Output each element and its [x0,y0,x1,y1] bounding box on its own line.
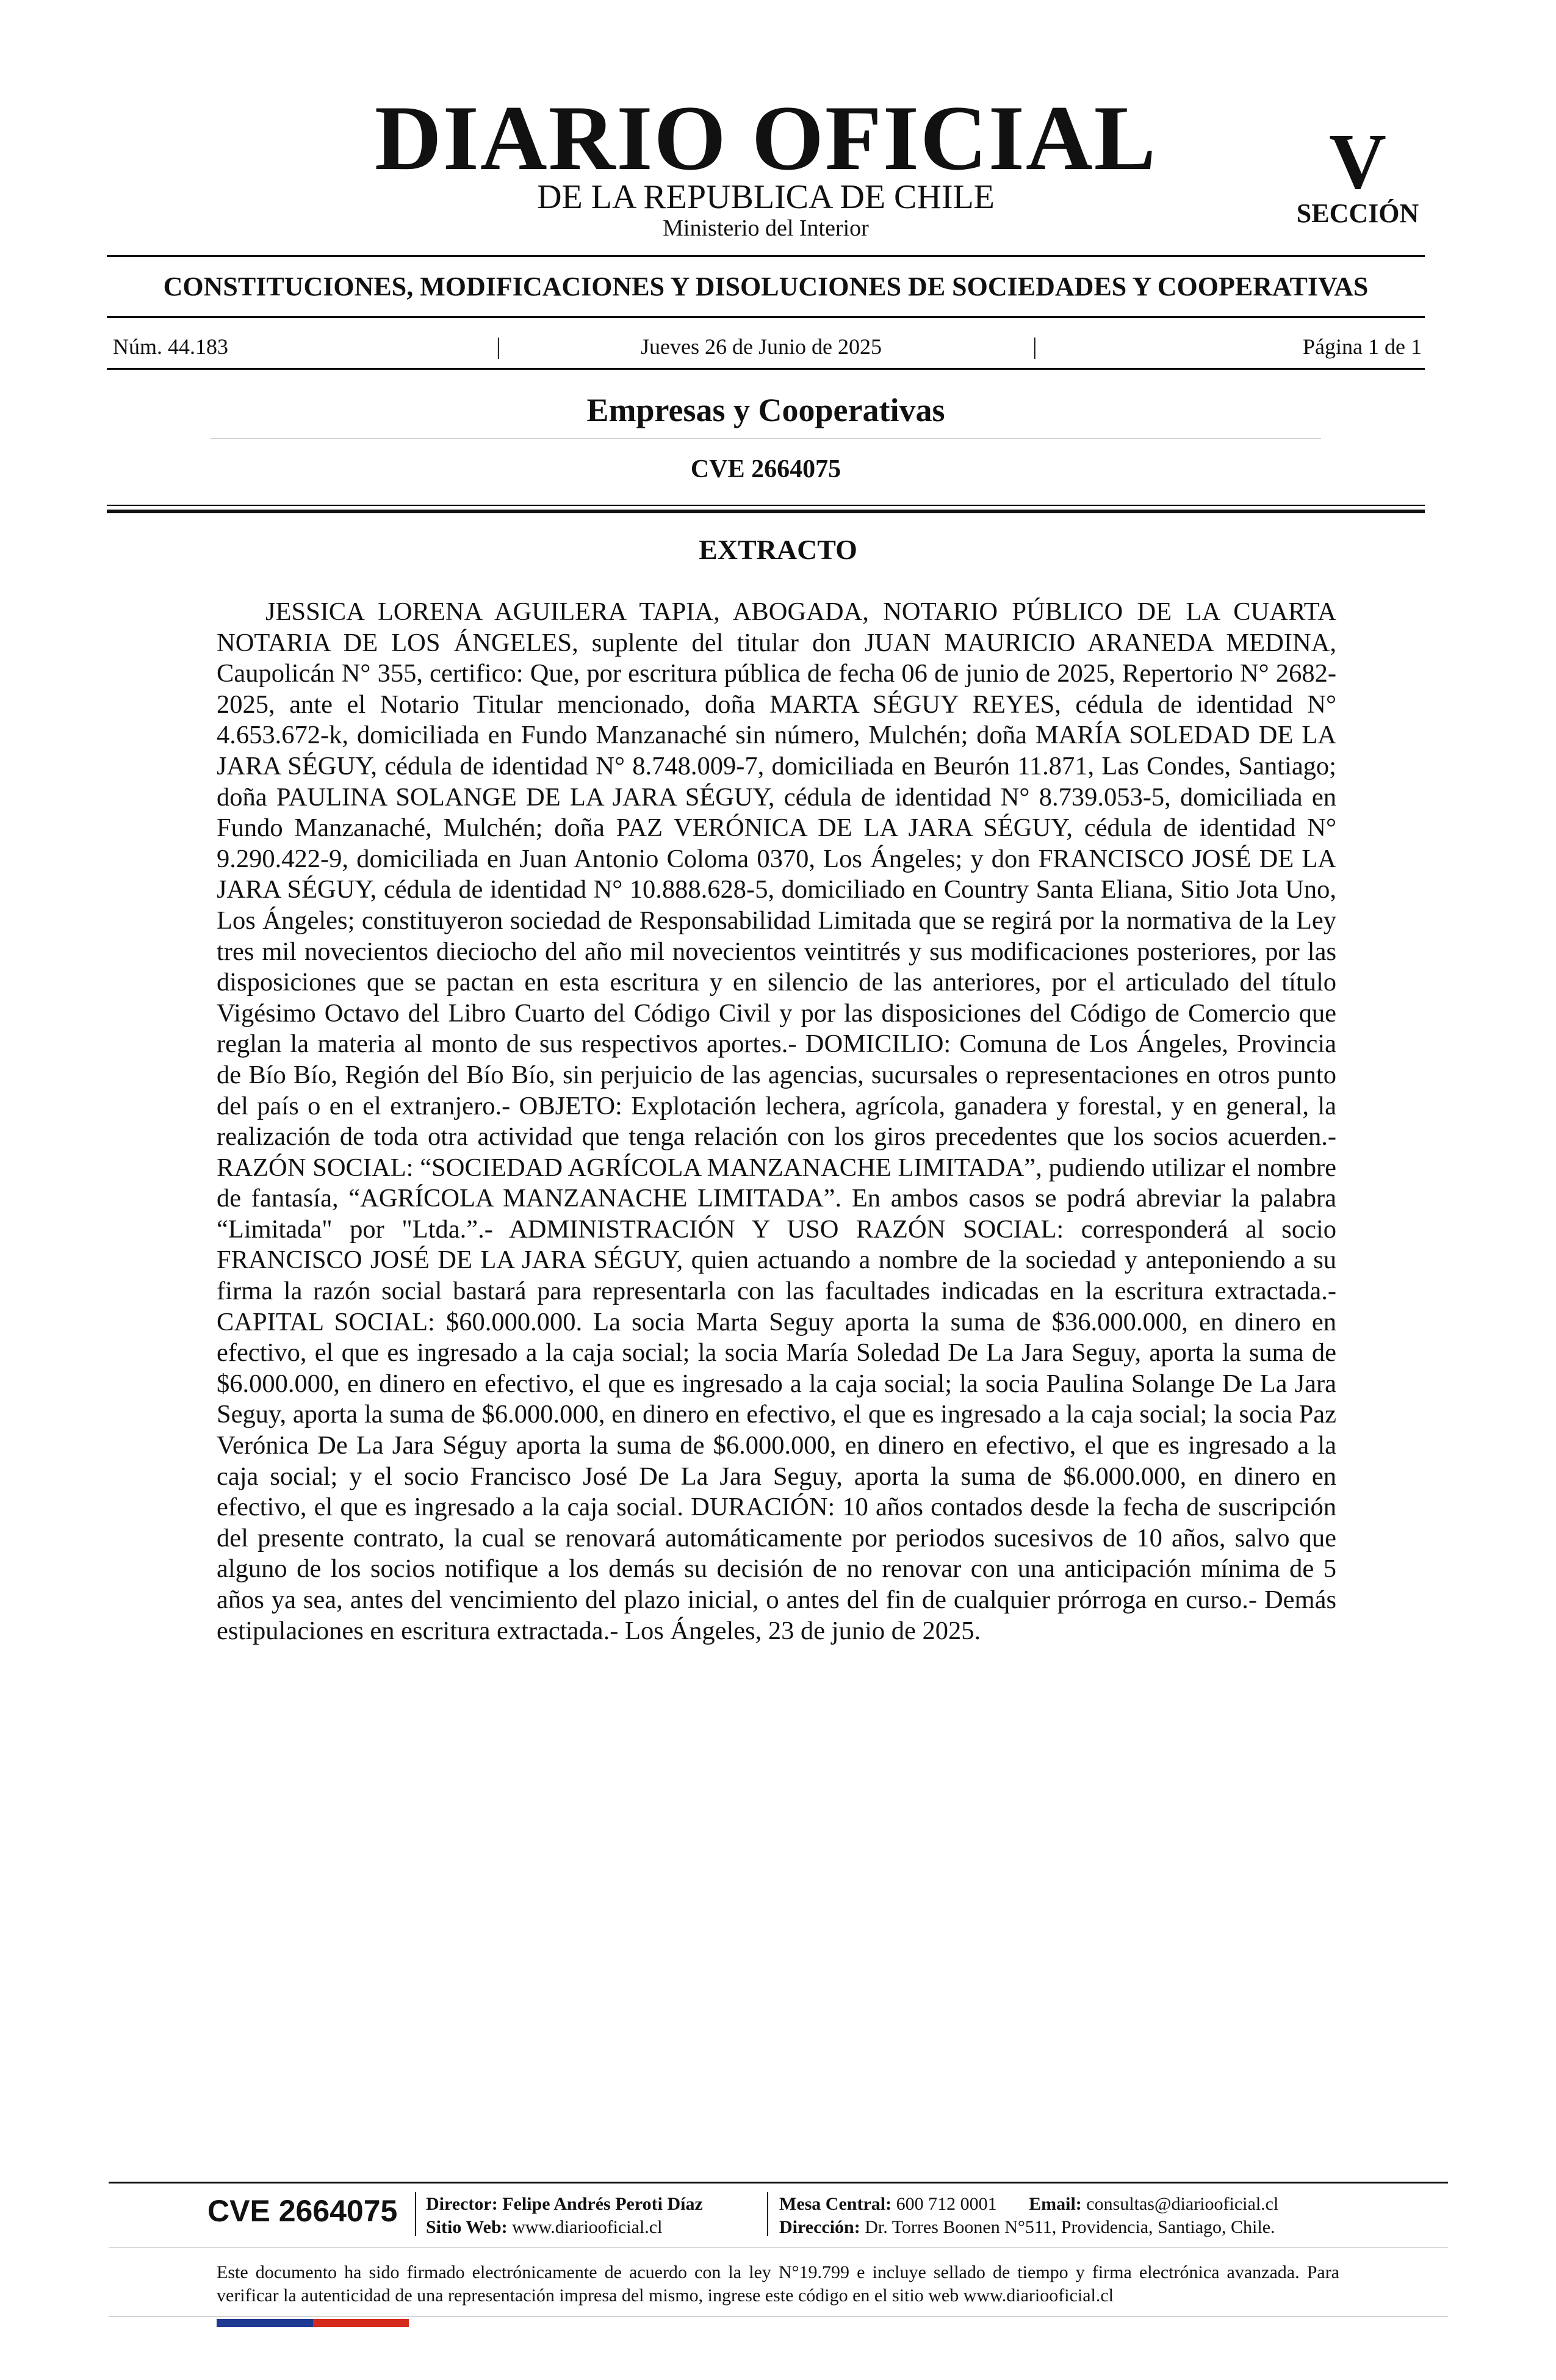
footer-cve-code: CVE 2664075 [207,2194,398,2228]
footer-website [426,2216,662,2238]
email-label: Email: [1029,2194,1082,2214]
cve-rule-thick [107,510,1425,513]
footer-address [779,2216,1275,2238]
header-rule-bottom [107,368,1425,370]
flag-red-segment [313,2319,409,2327]
flag-blue-segment [217,2319,313,2327]
page-indicator: Página 1 de 1 [1303,334,1422,359]
footer-phone-email [779,2193,1278,2215]
address-label: Dirección: [779,2217,860,2237]
header-rule-mid [107,316,1425,318]
masthead-subtitle: DE LA REPUBLICA DE CHILE [537,178,995,216]
phone-label: Mesa Central: [779,2194,892,2214]
meta-separator: | [1032,334,1037,359]
section-letter: V [1329,118,1386,206]
extract-body: JESSICA LORENA AGUILERA TAPIA, ABOGADA, NOTARIO PÚBLICO DE LA CUARTA NOTARIA DE LOS ÁNGELES, suplente del titular don JUAN MAURICIO ARANEDA MEDINA, Caupolicán N° 355, certifico: Que, por escritura pública de fecha 06 de junio de 2025, Repertorio N° 2682-2025, ante el Notario Titular mencionado, doña MARTA SÉGUY REYES, cédula de identidad N° 4.653.672-k, domiciliada en Fundo Manzanaché sin número, Mulchén; doña MARÍA SOLEDAD DE LA JARA SÉGUY, cédula de identidad N° 8.748.009-7, domiciliada en Beurón 11.871, Las Condes, Santiago; doña PAULINA SOLANGE DE LA JARA SÉGUY, cédula de identidad N° 8.739.053-5, domiciliada en Fundo Manzanaché, Mulchén; doña PAZ VERÓNICA DE LA JARA SÉGUY, cédula de identidad N° 9.290.422-9, domiciliada en Juan Antonio Coloma 0370, Los Ángeles; y don FRANCISCO JOSÉ DE LA JARA SÉGUY, cédula de identidad N° 10.888.628-5, domiciliado en Country Santa Eliana, Sitio Jota Uno, Los Ángeles; constituyeron sociedad de Responsabilidad Limitada que se regirá por la normativa de la Ley tres mil novecientos dieciocho del año mil novecientos veintitrés y sus modificaciones posteriores, por las disposiciones que se pactan en esta escritura y en silencio de las anteriores, por el articulado del título Vigésimo Octavo del Libro Cuarto del Código Civil y por las disposiciones del Código de Comercio que reglan la materia al monto de sus respectivos aportes.- DOMICILIO: Comuna de Los Ángeles, Provincia de Bío Bío, Región del Bío Bío, sin perjuicio de las agencias, sucursales o representaciones en otros punto del país o en el extranjero.- OBJETO: Explotación lechera, agrícola, ganadera y forestal, y en general, la realización de toda otra actividad que tenga relación con los giros precedentes que los socios acuerden.- RAZÓN SOCIAL: “SOCIEDAD AGRÍCOLA MANZANACHE LIMITADA”, pudiendo utilizar el nombre de fantasía, “AGRÍCOLA MANZANACHE LIMITADA”. En ambos casos se podrá abreviar la palabra “Limitada" por "Ltda.”.- ADMINISTRACIÓN Y USO RAZÓN SOCIAL: corresponderá al socio FRANCISCO JOSÉ DE LA JARA SÉGUY, quien actuando a nombre de la sociedad y anteponiendo a su firma la razón social bastará para representarla con las facultades indicadas en la escritura extractada.- CAPITAL SOCIAL: $60.000.000. La socia Marta Seguy aporta la suma de $36.000.000, en dinero en efectivo, el que es ingresado a la caja social; la socia María Soledad De La Jara Seguy, aporta la suma de $6.000.000, en dinero en efectivo, el que es ingresado a la caja social; la socia Paulina Solange De La Jara Seguy, aporta la suma de $6.000.000, en dinero en efectivo, el que es ingresado a la caja social; la socia Paz Verónica De La Jara Séguy aporta la suma de $6.000.000, en dinero en efectivo, el que es ingresado a la caja social; y el socio Francisco José De La Jara Seguy, aporta la suma de $6.000.000, en dinero en efectivo, el que es ingresado a la caja social. DURACIÓN: 10 años contados desde la fecha de suscripción del presente contrato, la cual se renovará automáticamente por periodos sucesivos de 10 años, salvo que alguno de los socios notifique a los demás su decisión de no renovar con una anticipación mínima de 5 años ya sea, antes del vencimiento del plazo inicial, o antes del fin de cualquier prórroga en curso.- Demás estipulaciones en escritura extractada.- Los Ángeles, 23 de junio de 2025. [217,597,1336,1645]
website-label: Sitio Web: [426,2217,508,2237]
address-value: Dr. Torres Boonen N°511, Providencia, Santiago, Chile. [865,2217,1275,2237]
section-word: SECCIÓN [1296,198,1419,228]
phone-value: 600 712 0001 [896,2194,997,2214]
category-title: CONSTITUCIONES, MODIFICACIONES Y DISOLUCIONES DE SOCIEDADES Y COOPERATIVAS [163,272,1369,301]
masthead-title: DIARIO OFICIAL [374,87,1158,189]
footer-divider [767,2192,768,2236]
section-heading-rule [211,438,1321,439]
issue-date: Jueves 26 de Junio de 2025 [641,334,882,359]
extract-title: EXTRACTO [699,534,857,565]
cve-code: CVE 2664075 [690,455,841,483]
footer-director [426,2193,703,2215]
footer-divider [415,2192,416,2236]
cve-rule-thin [107,505,1425,506]
masthead-ministry: Ministerio del Interior [663,215,869,241]
director-label: Director: [426,2194,498,2214]
email-link[interactable]: consultas@diariooficial.cl [1086,2194,1279,2214]
footer-rule-top [109,2182,1448,2183]
issue-number: Núm. 44.183 [113,334,228,359]
header-rule-top [107,255,1425,257]
footer-verification-note: Este documento ha sido firmado electrónicamente de acuerdo con la ley N°19.799 e incluye sellado de tiempo y firma electrónica avanzada. Para verificar la autenticidad de una representación impresa del mismo, ingrese este código en el sitio web www.diariooficial.cl [217,2262,1339,2306]
flag-color-bar [217,2319,409,2327]
section-heading: Empresas y Cooperativas [586,392,945,428]
meta-separator: | [496,334,501,359]
director-name: Felipe Andrés Peroti Díaz [502,2194,703,2214]
website-link[interactable]: www.diariooficial.cl [512,2217,663,2237]
